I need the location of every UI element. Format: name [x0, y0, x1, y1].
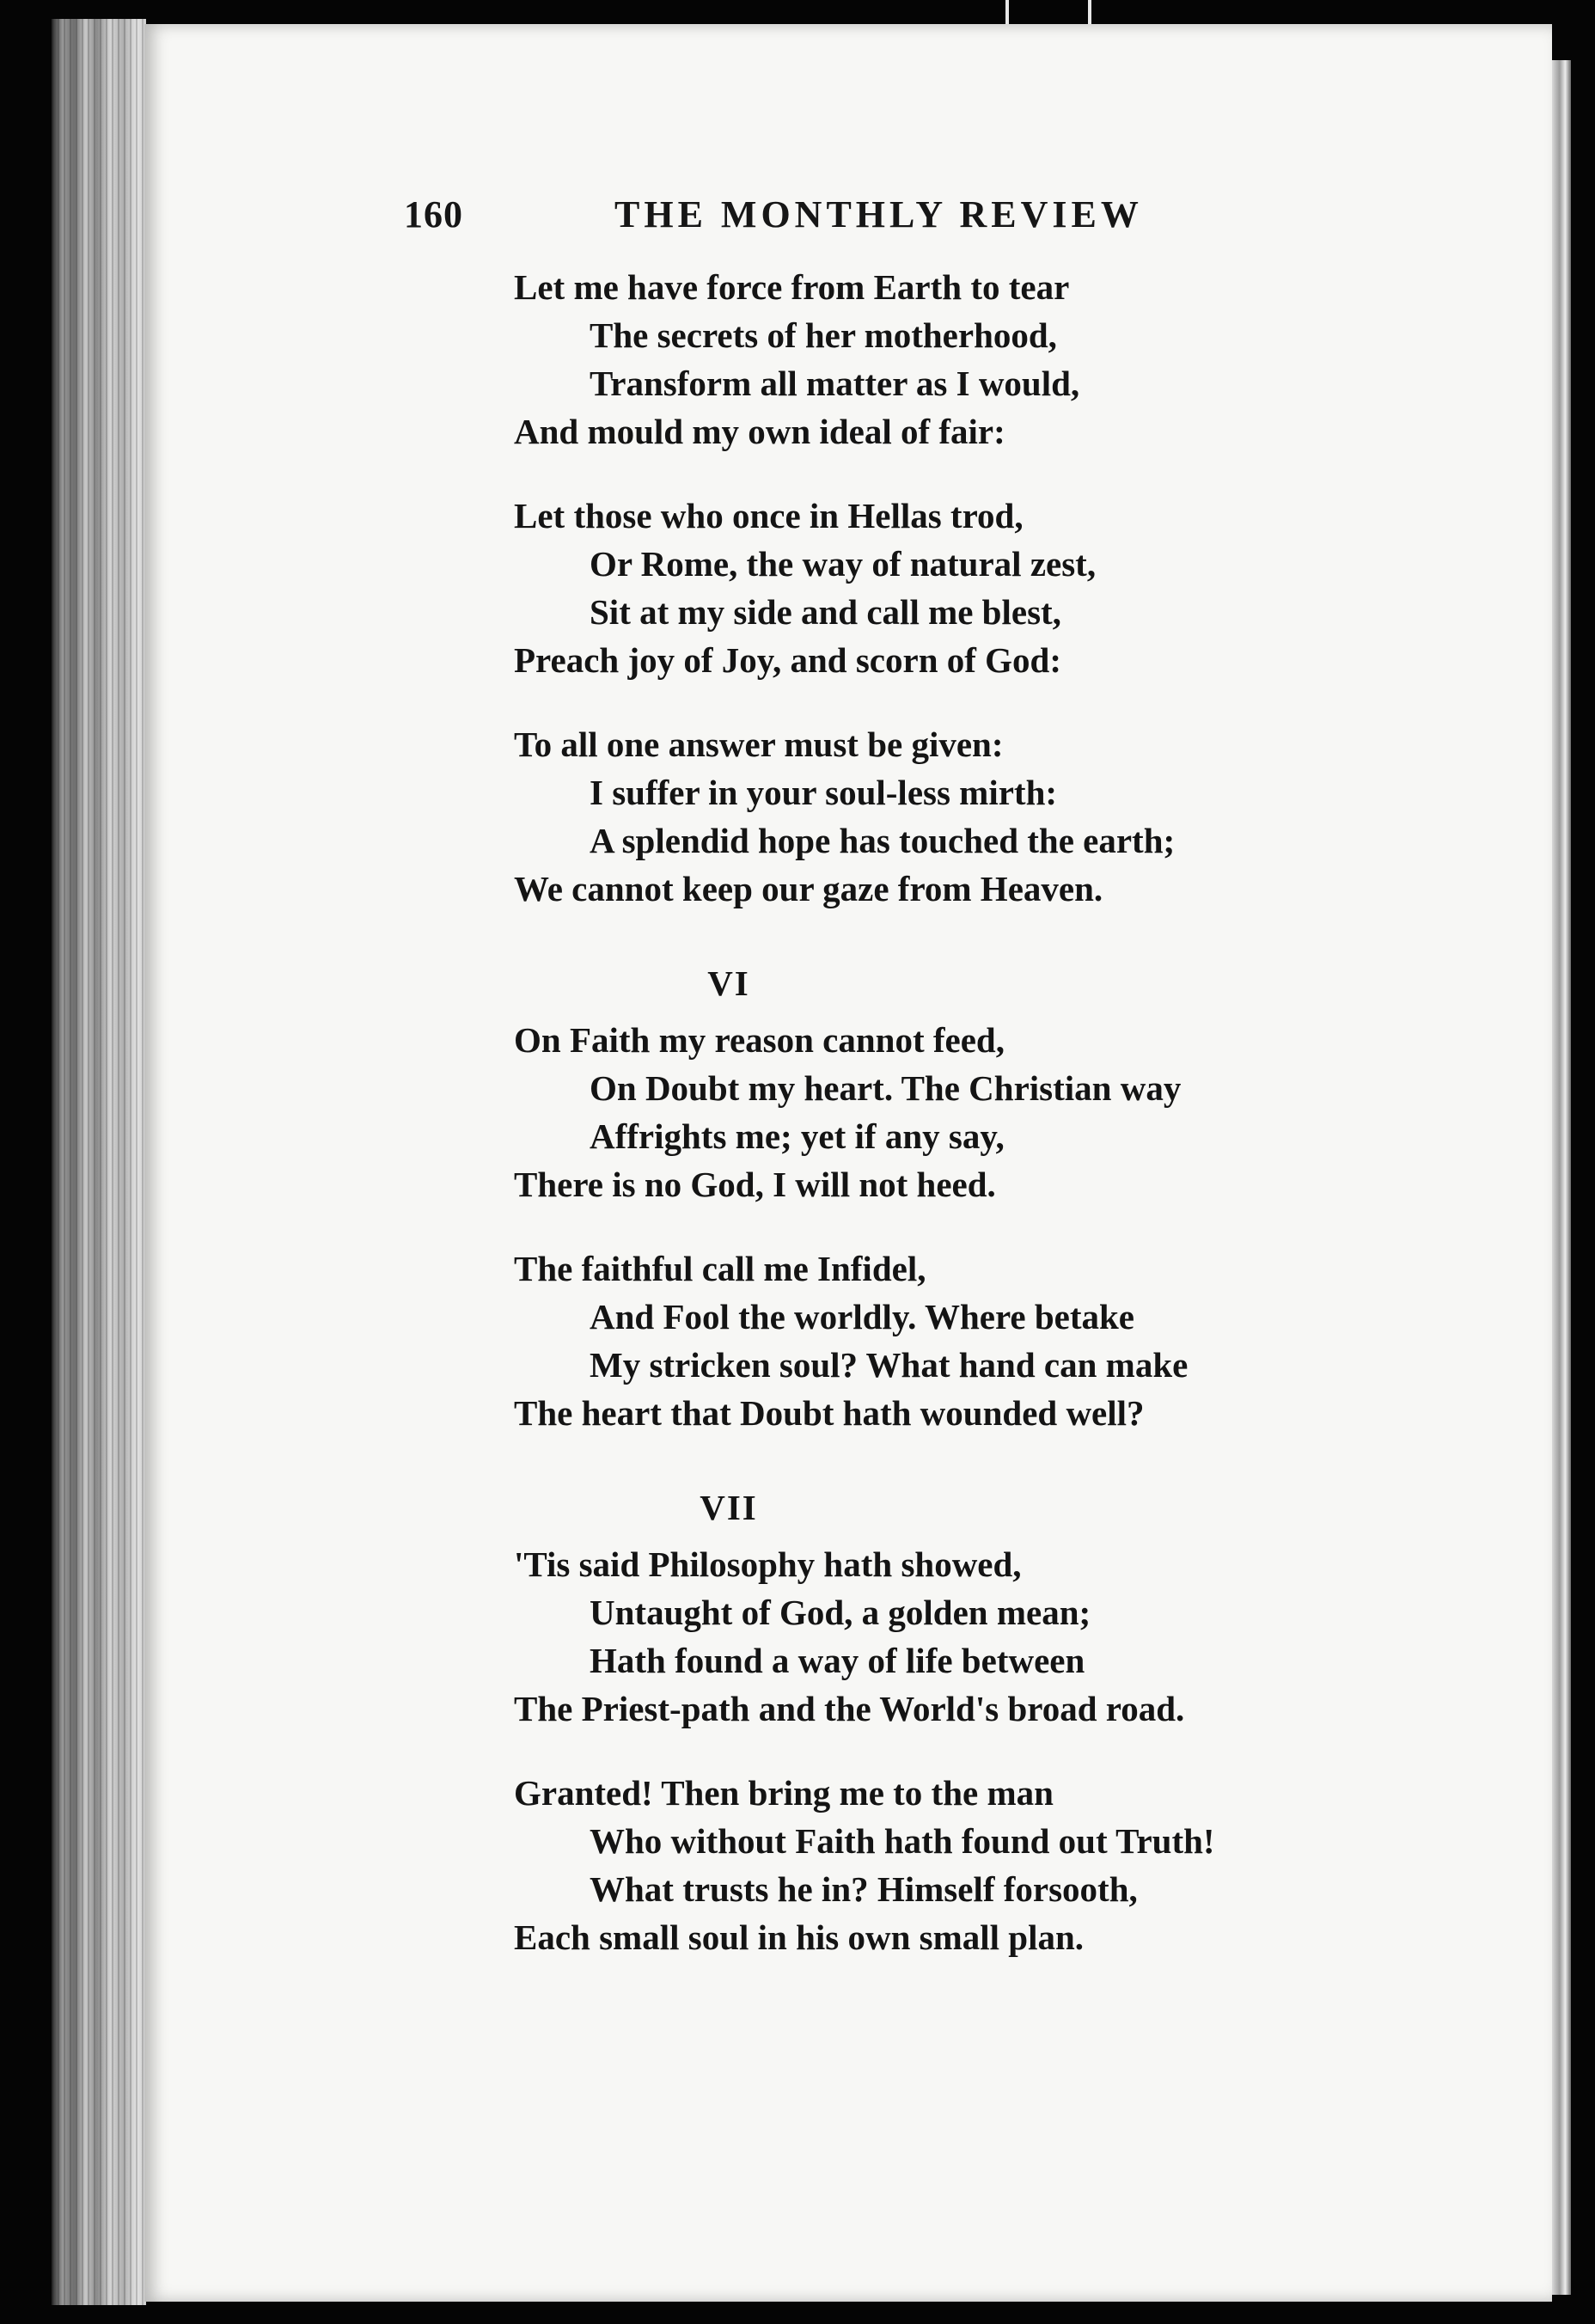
book-page-edges: [52, 19, 146, 2305]
verse-line: Hath found a way of life between: [590, 1641, 1085, 1680]
verse-line: Affrights me; yet if any say,: [590, 1116, 1005, 1156]
verse-line: There is no God, I will not heed.: [514, 1165, 996, 1204]
verse-line: I suffer in your soul-less mirth:: [590, 773, 1058, 812]
stanza: [514, 1016, 1416, 1208]
verse-line: Each small soul in his own small plan.: [514, 1917, 1085, 1957]
stanza: [514, 263, 1416, 456]
verse-line: Granted! Then bring me to the man: [514, 1773, 1054, 1813]
verse-line: Untaught of God, a golden mean;: [590, 1593, 1091, 1632]
verse-line: A splendid hope has touched the earth;: [590, 821, 1176, 860]
section-heading-vii: VII: [700, 1488, 758, 1527]
stanza: [514, 1245, 1416, 1437]
verse-line: To all one answer must be given:: [514, 725, 1004, 764]
stanza: [514, 1540, 1416, 1733]
page-number: 160: [404, 193, 463, 235]
verse-line: We cannot keep our gaze from Heaven.: [514, 869, 1103, 908]
verse-line: The heart that Doubt hath wounded well?: [514, 1393, 1145, 1433]
verse-line: Let those who once in Hellas trod,: [514, 496, 1024, 535]
verse-line: And Fool the worldly. Where betake: [590, 1297, 1134, 1336]
verse-line: And mould my own ideal of fair:: [514, 412, 1005, 451]
running-header: [404, 193, 1203, 253]
stanza: [514, 720, 1416, 913]
verse-line: The faithful call me Infidel,: [514, 1249, 926, 1288]
section-heading-vi: VI: [707, 963, 750, 1003]
verse-line: The Priest-path and the World's broad road.: [514, 1689, 1185, 1728]
verse-line: On Faith my reason cannot feed,: [514, 1020, 1005, 1060]
verse-line: 'Tis said Philosophy hath showed,: [514, 1544, 1022, 1584]
verse-line: Who without Faith hath found out Truth!: [590, 1821, 1215, 1861]
verse-line: Transform all matter as I would,: [590, 364, 1080, 403]
verse-line: Or Rome, the way of natural zest,: [590, 544, 1097, 584]
verse-line: Sit at my side and call me blest,: [590, 592, 1061, 632]
book-right-edge: [1552, 60, 1571, 2295]
verse-line: Let me have force from Earth to tear: [514, 267, 1070, 307]
verse-line: The secrets of her motherhood,: [590, 315, 1057, 355]
poem-body: [514, 263, 1416, 1997]
stanza: [514, 1769, 1416, 1961]
verse-line: What trusts he in? Himself forsooth,: [590, 1869, 1138, 1909]
stanza: [514, 492, 1416, 684]
verse-line: Preach joy of Joy, and scorn of God:: [514, 640, 1062, 680]
verse-line: My stricken soul? What hand can make: [590, 1345, 1189, 1385]
running-title: THE MONTHLY REVIEW: [614, 193, 1143, 235]
verse-line: On Doubt my heart. The Christian way: [590, 1068, 1182, 1108]
